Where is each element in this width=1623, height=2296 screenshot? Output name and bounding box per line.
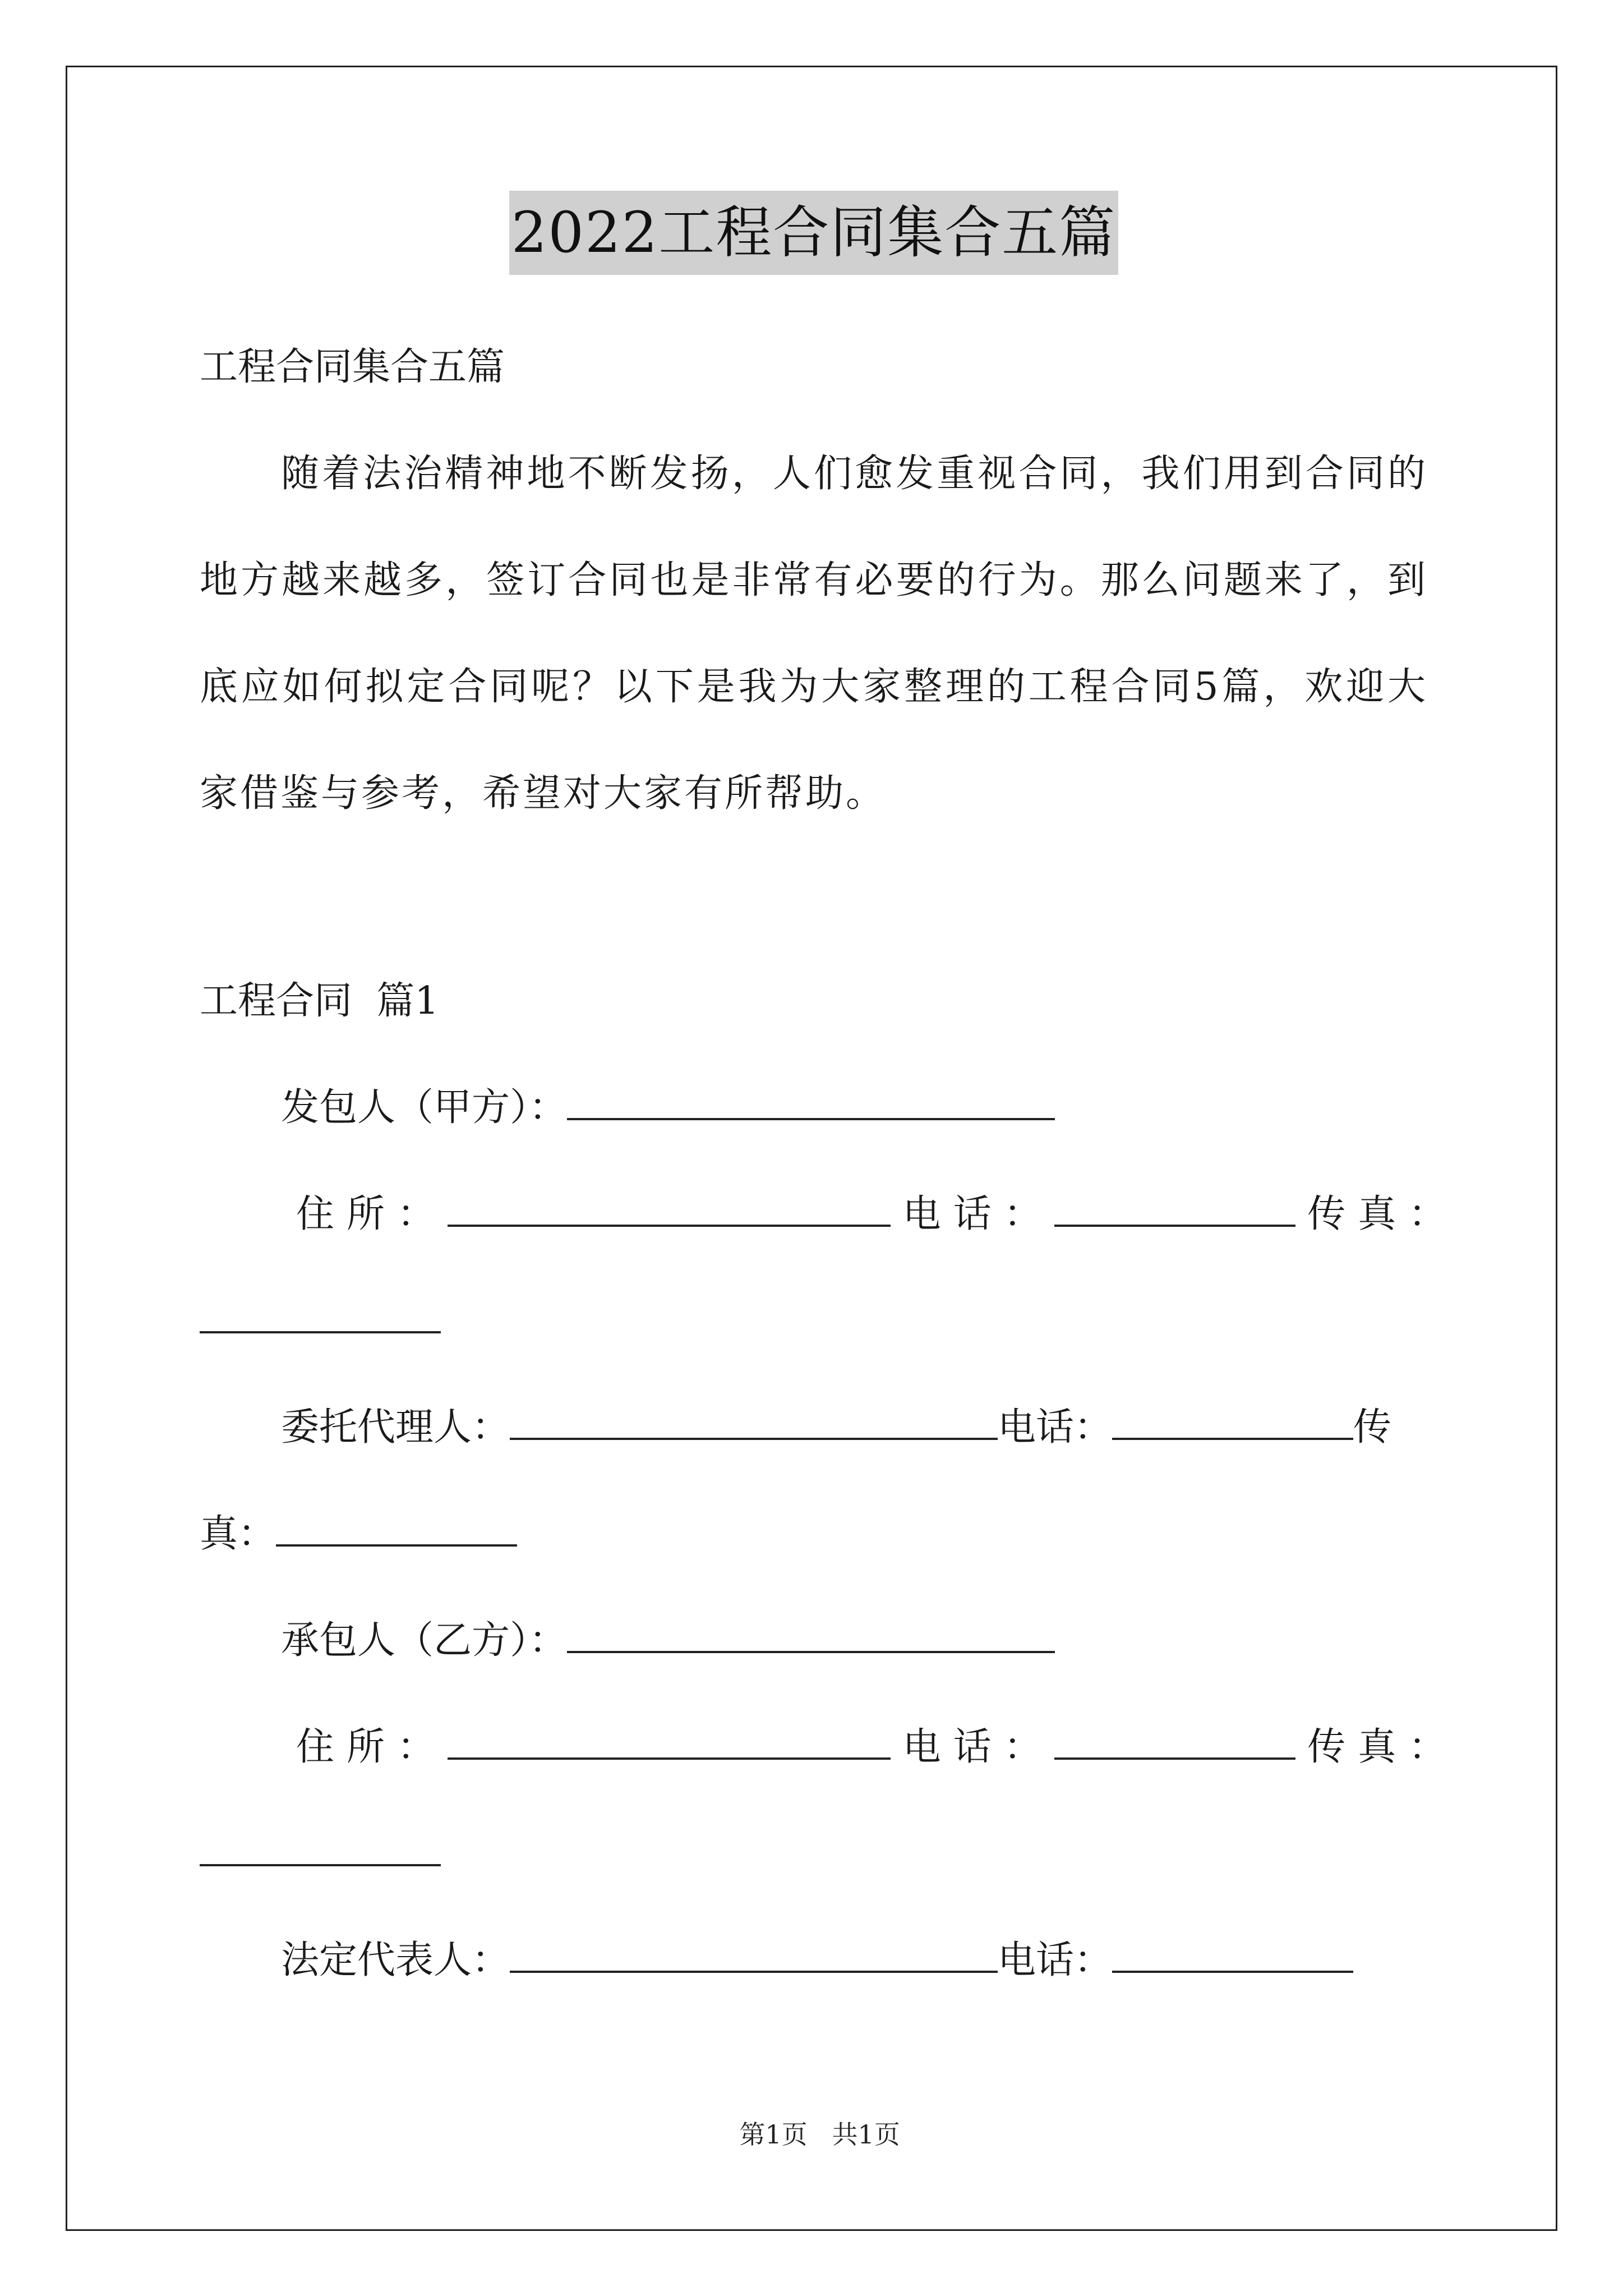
phone-label-b: 电话： bbox=[902, 1725, 1054, 1769]
legal-rep-phone-field[interactable] bbox=[1112, 1936, 1353, 1973]
party-a-contact-row bbox=[200, 1161, 1459, 1268]
phone-label-a: 电话： bbox=[902, 1192, 1054, 1236]
phone-field-a[interactable] bbox=[1054, 1190, 1295, 1227]
party-a-fax-row bbox=[200, 1268, 1428, 1374]
fax-field-b[interactable] bbox=[200, 1829, 441, 1866]
party-b-field[interactable] bbox=[567, 1616, 1055, 1653]
party-b-fax-row bbox=[200, 1801, 1428, 1907]
fax-label-b: 传真： bbox=[1307, 1725, 1459, 1769]
party-b-label: 承包人（乙方）： bbox=[281, 1618, 568, 1663]
legal-rep-phone-label: 电话： bbox=[998, 1938, 1113, 1982]
agent-fax-field[interactable] bbox=[276, 1510, 517, 1547]
agent-fax-label-start: 传 bbox=[1353, 1405, 1392, 1450]
document-title: 2022工程合同集合五篇 bbox=[509, 191, 1119, 275]
agent-fax-label-end: 真： bbox=[200, 1512, 276, 1556]
address-field-b[interactable] bbox=[448, 1723, 891, 1760]
party-b-row bbox=[200, 1588, 1428, 1694]
fax-label-a: 传真： bbox=[1307, 1192, 1459, 1236]
agent-fax-row bbox=[200, 1481, 1428, 1588]
agent-field[interactable] bbox=[510, 1403, 998, 1440]
legal-rep-field[interactable] bbox=[510, 1936, 998, 1973]
address-label-b: 住所： bbox=[296, 1725, 448, 1769]
section-spacer bbox=[200, 847, 1428, 948]
address-label-a: 住所： bbox=[296, 1192, 448, 1236]
agent-phone-field[interactable] bbox=[1112, 1403, 1353, 1440]
party-a-row bbox=[200, 1055, 1428, 1161]
phone-field-b[interactable] bbox=[1054, 1723, 1295, 1760]
section-heading: 工程合同 篇1 bbox=[200, 979, 439, 1023]
page-number: 第1页 共1页 bbox=[739, 2119, 900, 2150]
legal-rep-label: 法定代表人： bbox=[281, 1938, 510, 1982]
legal-rep-row bbox=[200, 1907, 1428, 2014]
party-a-label: 发包人（甲方）： bbox=[281, 1085, 568, 1130]
document-subtitle: 工程合同集合五篇 bbox=[200, 345, 505, 389]
intro-paragraph: 随着法治精神地不断发扬，人们愈发重视合同，我们用到合同的地方越来越多，签订合同也是非常有必要的行为。那么问题来了，到底应如何拟定合同呢？以下是我为大家整理的工程合同5篇，欢迎大家借鉴与参考，希望对大家有所帮助。 bbox=[200, 452, 1428, 816]
address-field-a[interactable] bbox=[448, 1190, 891, 1227]
agent-phone-label: 电话： bbox=[998, 1405, 1113, 1450]
party-a-field[interactable] bbox=[567, 1083, 1055, 1120]
agent-label: 委托代理人： bbox=[281, 1405, 510, 1450]
page-footer bbox=[0, 2084, 1623, 2151]
fax-field-a[interactable] bbox=[200, 1296, 441, 1333]
agent-row bbox=[200, 1374, 1428, 1481]
party-b-contact-row bbox=[200, 1694, 1459, 1801]
title-row bbox=[200, 191, 1428, 280]
document-body bbox=[200, 191, 1459, 2014]
